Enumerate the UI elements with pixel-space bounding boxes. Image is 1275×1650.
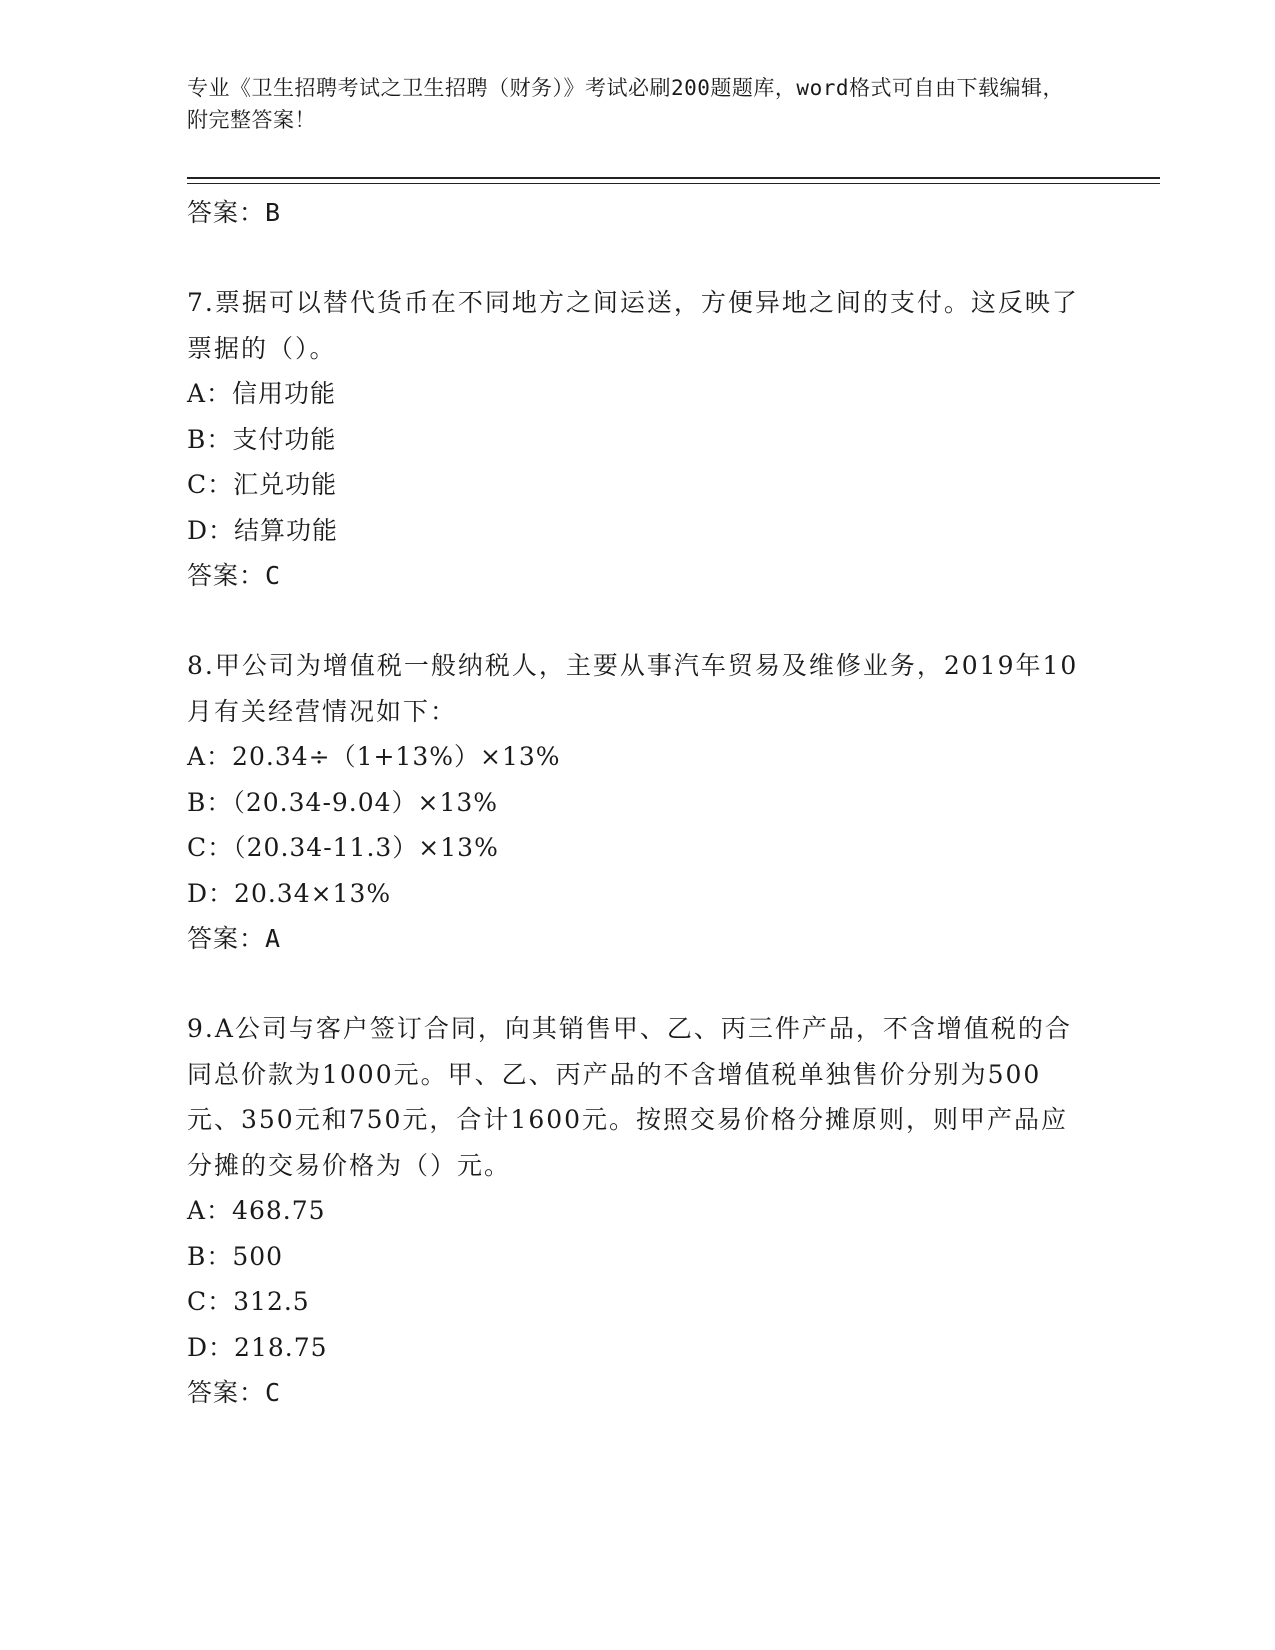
option-b: B：支付功能 bbox=[187, 424, 337, 454]
question-9 bbox=[187, 1006, 1087, 1415]
question-stem: 9.A公司与客户签订合同，向其销售甲、乙、丙三件产品，不含增值税的合同总价款为1000元。甲、乙、丙产品的不含增值税单独售价分别为500元、350元和750元，合计1600元。按照交易价格分摊原则，则甲产品应分摊的交易价格为（）元。 bbox=[187, 1014, 1072, 1180]
option-a: A：468.75 bbox=[187, 1196, 326, 1225]
option-c: C：（20.34-11.3）×13% bbox=[187, 833, 499, 862]
answer-line: 答案：A bbox=[187, 924, 282, 953]
answer-line: 答案：C bbox=[187, 1378, 282, 1407]
option-c: C：汇兑功能 bbox=[187, 470, 338, 499]
question-list bbox=[187, 190, 1087, 1415]
answer-line: 答案：C bbox=[187, 561, 282, 590]
option-c: C：312.5 bbox=[187, 1287, 310, 1316]
question-stem: 8.甲公司为增值税一般纳税人，主要从事汽车贸易及维修业务，2019年10月有关经营情况如下： bbox=[187, 651, 1079, 726]
option-a: A：信用功能 bbox=[187, 379, 337, 408]
question-stem: 7.票据可以替代货币在不同地方之间运送，方便异地之间的支付。这反映了票据的（）。 bbox=[187, 288, 1079, 363]
document-header: 专业《卫生招聘考试之卫生招聘（财务）》考试必刷200题题库，word格式可自由下载编辑，附完整答案！ bbox=[187, 76, 1064, 132]
header-divider bbox=[187, 177, 1160, 179]
option-b: B：（20.34-9.04）×13% bbox=[187, 787, 499, 817]
question-7 bbox=[187, 280, 1087, 598]
option-b: B：500 bbox=[187, 1241, 284, 1271]
option-d: D：20.34×13% bbox=[187, 878, 392, 908]
option-a: A：20.34÷（1+13%）×13% bbox=[187, 742, 561, 771]
option-d: D：218.75 bbox=[187, 1332, 328, 1362]
option-d: D：结算功能 bbox=[187, 515, 339, 545]
answer-line: 答案：B bbox=[187, 198, 282, 227]
question-8 bbox=[187, 643, 1087, 961]
header-divider-thin bbox=[187, 183, 1160, 184]
